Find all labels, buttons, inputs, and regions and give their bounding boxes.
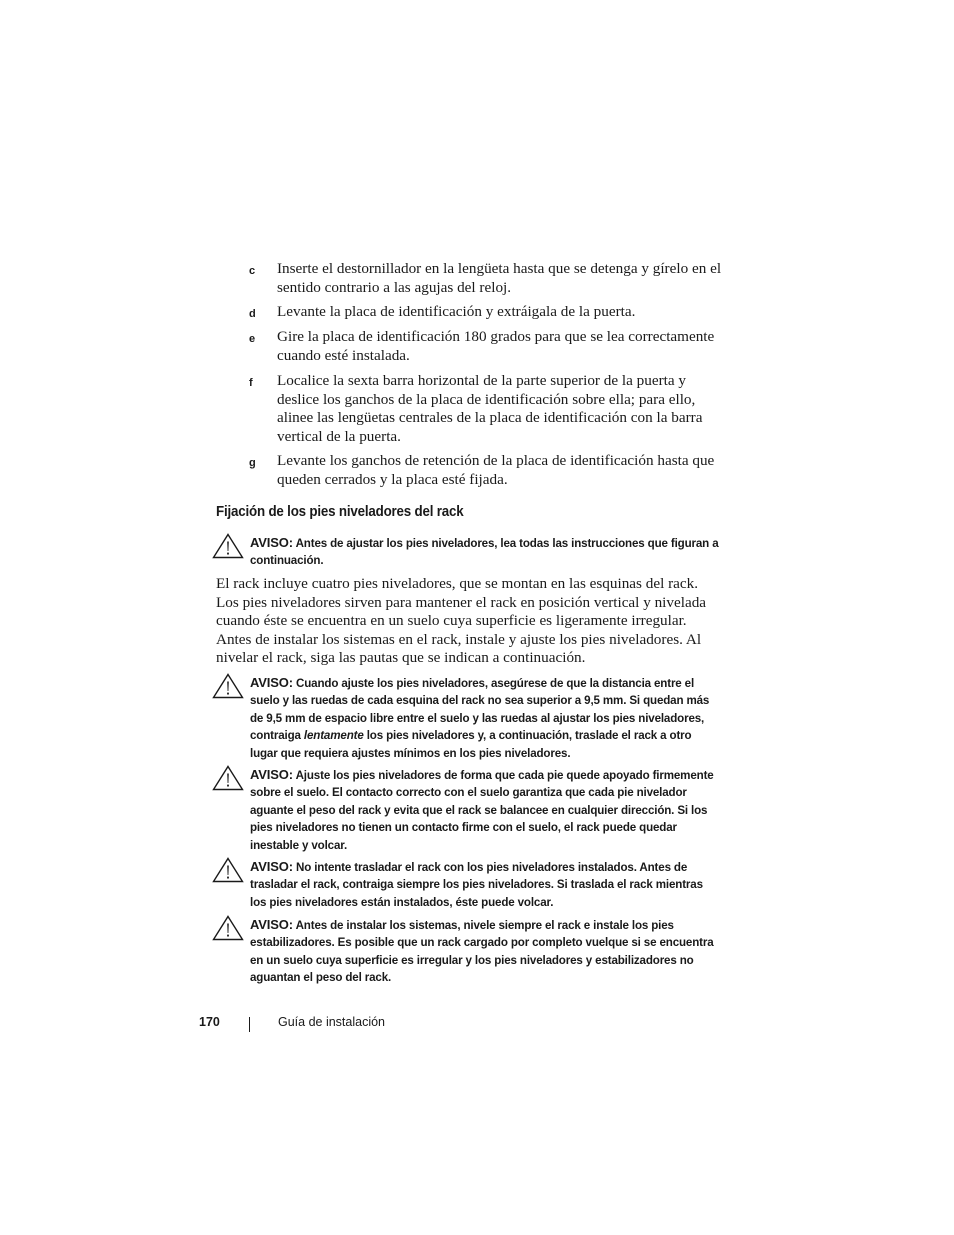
page-number: 170: [199, 1015, 220, 1029]
warning-label: AVISO:: [250, 675, 293, 690]
warning-triangle-icon: [212, 915, 244, 941]
step-letter: c: [249, 265, 256, 277]
step-e: [216, 328, 726, 365]
step-text: Inserte el destornillador en la lengüeta hasta que se detenga y gírelo en el sentido contrario a las agujas del reloj.: [277, 260, 722, 296]
warning-notice: [212, 674, 722, 762]
warning-label: AVISO:: [250, 859, 293, 874]
step-text: Levante los ganchos de retención de la placa de identificación hasta que queden cerrados y la placa esté fijada.: [277, 452, 715, 488]
step-letter: g: [249, 457, 256, 469]
step-text: Gire la placa de identificación 180 grados para que se lea correctamente cuando esté instalada.: [277, 328, 715, 364]
footer-separator: [249, 1017, 250, 1032]
step-letter: e: [249, 333, 256, 345]
step-text: Levante la placa de identificación y extráigala de la puerta.: [277, 303, 636, 320]
step-g: [216, 452, 726, 489]
warning-text: AVISO: Cuando ajuste los pies niveladores, asegúrese de que la distancia entre el suelo y las ruedas de cada esquina del rack no sea superior a 9,5 mm. Si quedan más de 9,5 mm de espacio libre entre el suelo y las ruedas al ajustar los pies niveladores, contraiga lentamente los pies niveladores y, a continuación, traslade el rack a otro lugar que requiera ajustes mínimos en los pies niveladores.: [250, 675, 710, 760]
warning-triangle-icon: [212, 765, 244, 791]
warning-text: AVISO: Antes de instalar los sistemas, nivele siempre el rack e instale los pies estabilizadores. Es posible que un rack cargado por completo vuelque si se encuentra en un suelo cuya superficie es irregular y los pies niveladores y estabilizadores no aguantan el peso del rack.: [250, 917, 714, 985]
step-letter: d: [249, 308, 256, 320]
step-d: [216, 303, 726, 322]
warning-text: AVISO: Ajuste los pies niveladores de forma que cada pie quede apoyado firmemente sobre el suelo. El contacto correcto con el suelo garantiza que cada pie nivelador aguante el peso del rack y evita que el rack se balancee en cualquier dirección. Si los pies niveladores no tienen un contacto firme con el suelo, el rack puede quedar inestable y volcar.: [250, 767, 714, 852]
warning-notice: [212, 858, 722, 911]
step-f: [216, 372, 726, 446]
step-text: Localice la sexta barra horizontal de la parte superior de la puerta y deslice los ganchos de la placa de identificación sobre ella; para ello, alinee las lengüetas centrales de la placa de identificación con la barra vertical de la puerta.: [277, 372, 703, 445]
warning-notice: [212, 534, 722, 570]
warning-notice: [212, 766, 722, 854]
step-letter: f: [249, 377, 253, 389]
warning-triangle-icon: [212, 857, 244, 883]
warning-text: AVISO: No intente trasladar el rack con los pies niveladores instalados. Antes de trasladar el rack, contraiga siempre los pies niveladores. Si traslada el rack mientras los pies niveladores están instalados, éste puede volcar.: [250, 859, 703, 909]
warning-notice: [212, 916, 722, 987]
warning-text: AVISO: Antes de ajustar los pies niveladores, lea todas las instrucciones que figuran a continuación.: [250, 535, 719, 568]
emphasis-text: lentamente: [303, 729, 364, 743]
section-heading: Fijación de los pies niveladores del rack: [216, 504, 464, 520]
warning-triangle-icon: [212, 673, 244, 699]
body-paragraph: El rack incluye cuatro pies niveladores, que se montan en las esquinas del rack. Los pies niveladores sirven para mantener el rack en posición vertical y nivelada cuando éste se encuentra en un suelo cuya superficie es ligeramente irregular. Antes de instalar los sistemas en el rack, instale y ajuste los pies niveladores. Al nivelar el rack, siga las pautas que se indican a continuación.: [216, 575, 707, 667]
step-c: [216, 260, 726, 297]
warning-triangle-icon: [212, 533, 244, 559]
warning-label: AVISO:: [250, 767, 293, 782]
warning-label: AVISO:: [250, 535, 293, 550]
warning-label: AVISO:: [250, 917, 293, 932]
guide-title: Guía de instalación: [278, 1015, 386, 1029]
